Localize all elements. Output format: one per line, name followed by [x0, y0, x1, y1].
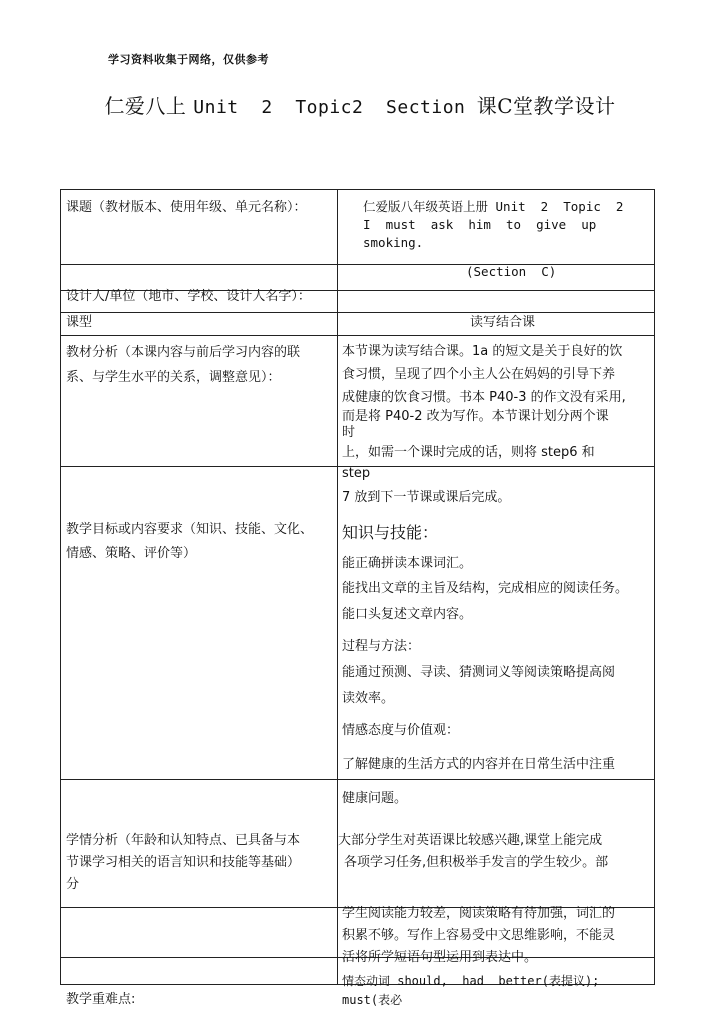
section-value: (Section C)	[466, 264, 557, 279]
lesson-type-value: 读写结合课	[470, 315, 536, 330]
page-title	[0, 90, 720, 119]
table-border-left	[60, 189, 61, 984]
lesson-type-label: 课型	[66, 315, 93, 330]
topic-value-line-2: I must ask him to give up	[363, 217, 597, 232]
title-middle: Unit 2 Topic2 Section	[193, 97, 477, 118]
learner-label: 学情分析（年龄和认知特点、已具备与本 节课学习相关的语言知识和技能等基础） 分	[66, 833, 301, 892]
goals-value: 知识与技能： 能正确拼读本课词汇。 能找出文章的主旨及结构，完成相应的阅读任务。 能口头复述文章内容。 过程与方法： 能通过预测、寻读、猜测词义等阅读策略提高阅 读效率。 情感态度与价值观： 了解健康的生活方式的内容并在日常生活中注重 健康问题。	[342, 518, 654, 812]
goals-label: 教学目标或内容要求（知识、技能、文化、 情感、策略、评价等）	[66, 522, 314, 561]
difficulty-value-line-2: must(表必	[342, 993, 403, 1007]
title-prefix: 仁爱八上	[104, 94, 194, 118]
topic-value-line-3: smoking.	[363, 235, 424, 250]
designer-label: 设计人/单位（地市、学校、设计人名字）：	[66, 289, 311, 304]
title-suffix: 课C堂教学设计	[476, 94, 616, 118]
analysis-label: 教材分析（本课内容与前后学习内容的联 系、与学生水平的关系，调整意见）：	[66, 345, 301, 385]
process-heading: 过程与方法：	[342, 639, 421, 654]
learner-value: 大部分学生对英语课比较感兴趣,课堂上能完成 各项学习任务,但积极举手发言的学生较少。部 学生阅读能力较差，阅读策略有待加强，词汇的 积累不够。写作上容易受中文思维影响，不能灵 活将所学短语句型运用到表达中。	[338, 833, 616, 965]
row-line	[60, 264, 655, 265]
row-line	[60, 312, 655, 313]
topic-value-line-1: 仁爱版八年级英语上册 Unit 2 Topic 2	[363, 199, 624, 214]
difficulty-label: 教学重难点:	[66, 992, 136, 1007]
topic-label: 课题（教材版本、使用年级、单元名称）：	[66, 200, 307, 215]
analysis-value: 本节课为读写结合课。1a 的短文是关于良好的饮 食习惯，呈现了四个小主人公在妈妈的引导下养 成健康的饮食习惯。书本 P40-3 的作文没有采用, 而是将 P40-2 改为写作。本节课计划分两个课 时 上，如需一个课时完成的话，则将 step6 和 step 7 放到下一节课或课后完成。	[342, 344, 626, 505]
row-line	[60, 189, 655, 190]
row-line	[60, 335, 655, 336]
goals-heading: 知识与技能：	[342, 523, 439, 542]
watermark: 学习资料收集于网络，仅供参考	[108, 53, 269, 66]
emotion-heading: 情感态度与价值观：	[342, 723, 460, 738]
table-border-right	[654, 189, 655, 984]
difficulty-value-line-1: 情态动词 should, had better(表提议);	[342, 974, 600, 988]
